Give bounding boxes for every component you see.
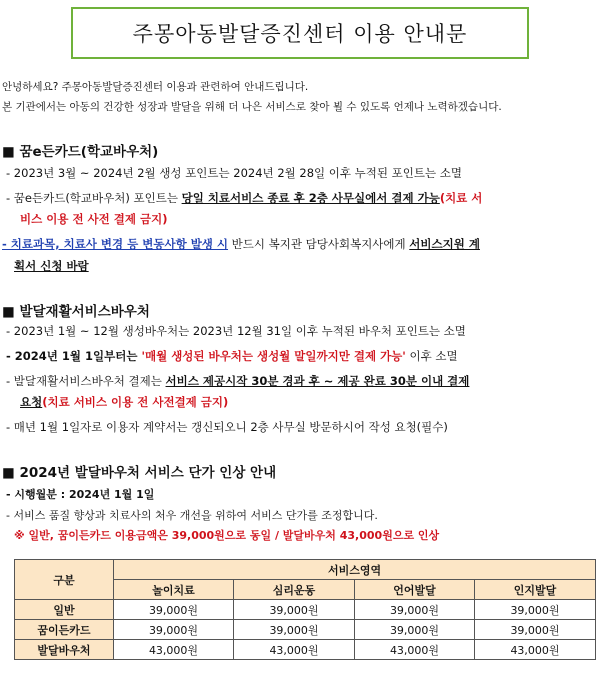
section1-line-2 [6, 190, 482, 206]
section2-line-5: - 매년 1월 1일자로 이용자 계약서는 갱신되오니 2층 사무실 방문하시어 작성 요청(필수) [6, 420, 448, 434]
table-col-header: 인지발달 [475, 580, 596, 600]
intro-line-1: 안녕하세요? 주몽아동발달증진센터 이용과 관련하여 안내드립니다. [2, 81, 309, 93]
section2-line-1: - 2023년 1월 ~ 12월 생성바우처는 2023년 12월 31일 이후 누적된 바우처 포인트는 소멸 [6, 324, 466, 338]
section1-line-4 [2, 236, 480, 252]
section2-line-2-b: '매월 생성된 바우처는 생성월 말일까지만 결제 가능' [141, 349, 406, 363]
table-cell: 39,000원 [114, 600, 234, 620]
section2-line-4 [20, 394, 228, 410]
page-title: 주몽아동발달증진센터 이용 안내문 [132, 22, 468, 46]
section1-line-4-a: - 치료과목, 치료사 변경 등 변동사항 발생 시 [2, 237, 229, 251]
table-col-header: 놀이치료 [114, 580, 234, 600]
table-cell: 39,000원 [475, 620, 596, 640]
table-cell: 39,000원 [475, 600, 596, 620]
table-row [15, 620, 596, 640]
table-cell: 39,000원 [355, 620, 475, 640]
section1-line-1: - 2023년 3월 ~ 2024년 2월 생성 포인트는 2024년 2월 28일 이후 누적된 포인트는 소멸 [6, 166, 462, 180]
intro-line-2: 본 기관에서는 아동의 건강한 성장과 발달을 위해 더 나은 서비스로 찾아 뵐 수 있도록 언제나 노력하겠습니다. [2, 101, 502, 113]
table-group-header: 서비스영역 [114, 560, 596, 580]
table-row-label: 꿈이든카드 [15, 620, 114, 640]
section2-line-4-b: (치료 서비스 이용 전 사전결제 금지) [42, 395, 229, 409]
section1-line-5 [14, 258, 89, 274]
table-cell: 39,000원 [234, 620, 355, 640]
table-row [15, 640, 596, 660]
table-header-row [15, 560, 596, 580]
section1-line-2-c: (치료 서 [439, 191, 483, 205]
table-col-header: 심리운동 [234, 580, 355, 600]
section2-line-2-a: - 2024년 1월 1일부터는 [6, 349, 142, 363]
section2-line-3 [6, 373, 469, 389]
table-cell: 43,000원 [234, 640, 355, 660]
section3-line-3: ※ 일반, 꿈이든카드 이용금액은 39,000원으로 동일 / 발달바우처 43,000원으로 인상 [14, 529, 440, 542]
table-row-label: 일반 [15, 600, 114, 620]
table-cell: 43,000원 [355, 640, 475, 660]
section1-line-5-a: 획서 신청 바람 [14, 259, 89, 273]
section3-line-2: - 서비스 품질 향상과 치료사의 처우 개선을 위하여 서비스 단가를 조정합니다. [6, 509, 378, 522]
section3-heading: ■ 2024년 발달바우처 서비스 단가 인상 안내 [2, 465, 277, 481]
section1-line-3 [20, 211, 167, 227]
section1-heading: ■ 꿈e든카드(학교바우처) [2, 144, 159, 160]
section2-line-4-a: 요청 [20, 395, 43, 409]
section2-heading: ■ 발달재활서비스바우처 [2, 304, 150, 320]
table-cell: 43,000원 [475, 640, 596, 660]
table-row [15, 600, 596, 620]
price-table [14, 559, 596, 660]
section1-line-3-a: 비스 이용 전 사전 결제 금지) [20, 212, 168, 226]
table-col-header: 언어발달 [355, 580, 475, 600]
section2-line-3-a: - 발달재활서비스바우처 결제는 [6, 374, 166, 388]
table-cell: 43,000원 [114, 640, 234, 660]
section1-line-2-a: - 꿈e든카드(학교바우처) 포인트는 [6, 191, 182, 205]
section1-line-4-b: 반드시 복지관 담당사회복지사에게 [228, 237, 410, 251]
section2-line-2 [6, 348, 458, 364]
table-cell: 39,000원 [114, 620, 234, 640]
table-corner: 구분 [15, 560, 114, 600]
section1-line-2-b: 당일 치료서비스 종료 후 2층 사무실에서 결제 가능 [181, 191, 440, 205]
table-row-label: 발달바우처 [15, 640, 114, 660]
table-cell: 39,000원 [234, 600, 355, 620]
section2-line-2-c: 이후 소멸 [405, 349, 458, 363]
title-box [71, 7, 529, 59]
section2-line-3-b: 서비스 제공시작 30분 경과 후 ~ 제공 완료 30분 이내 결제 [165, 374, 470, 388]
section3-line-1: - 시행월분 : 2024년 1월 1일 [6, 488, 155, 501]
section1-line-4-c: 서비스지원 계 [409, 237, 480, 251]
table-cell: 39,000원 [355, 600, 475, 620]
